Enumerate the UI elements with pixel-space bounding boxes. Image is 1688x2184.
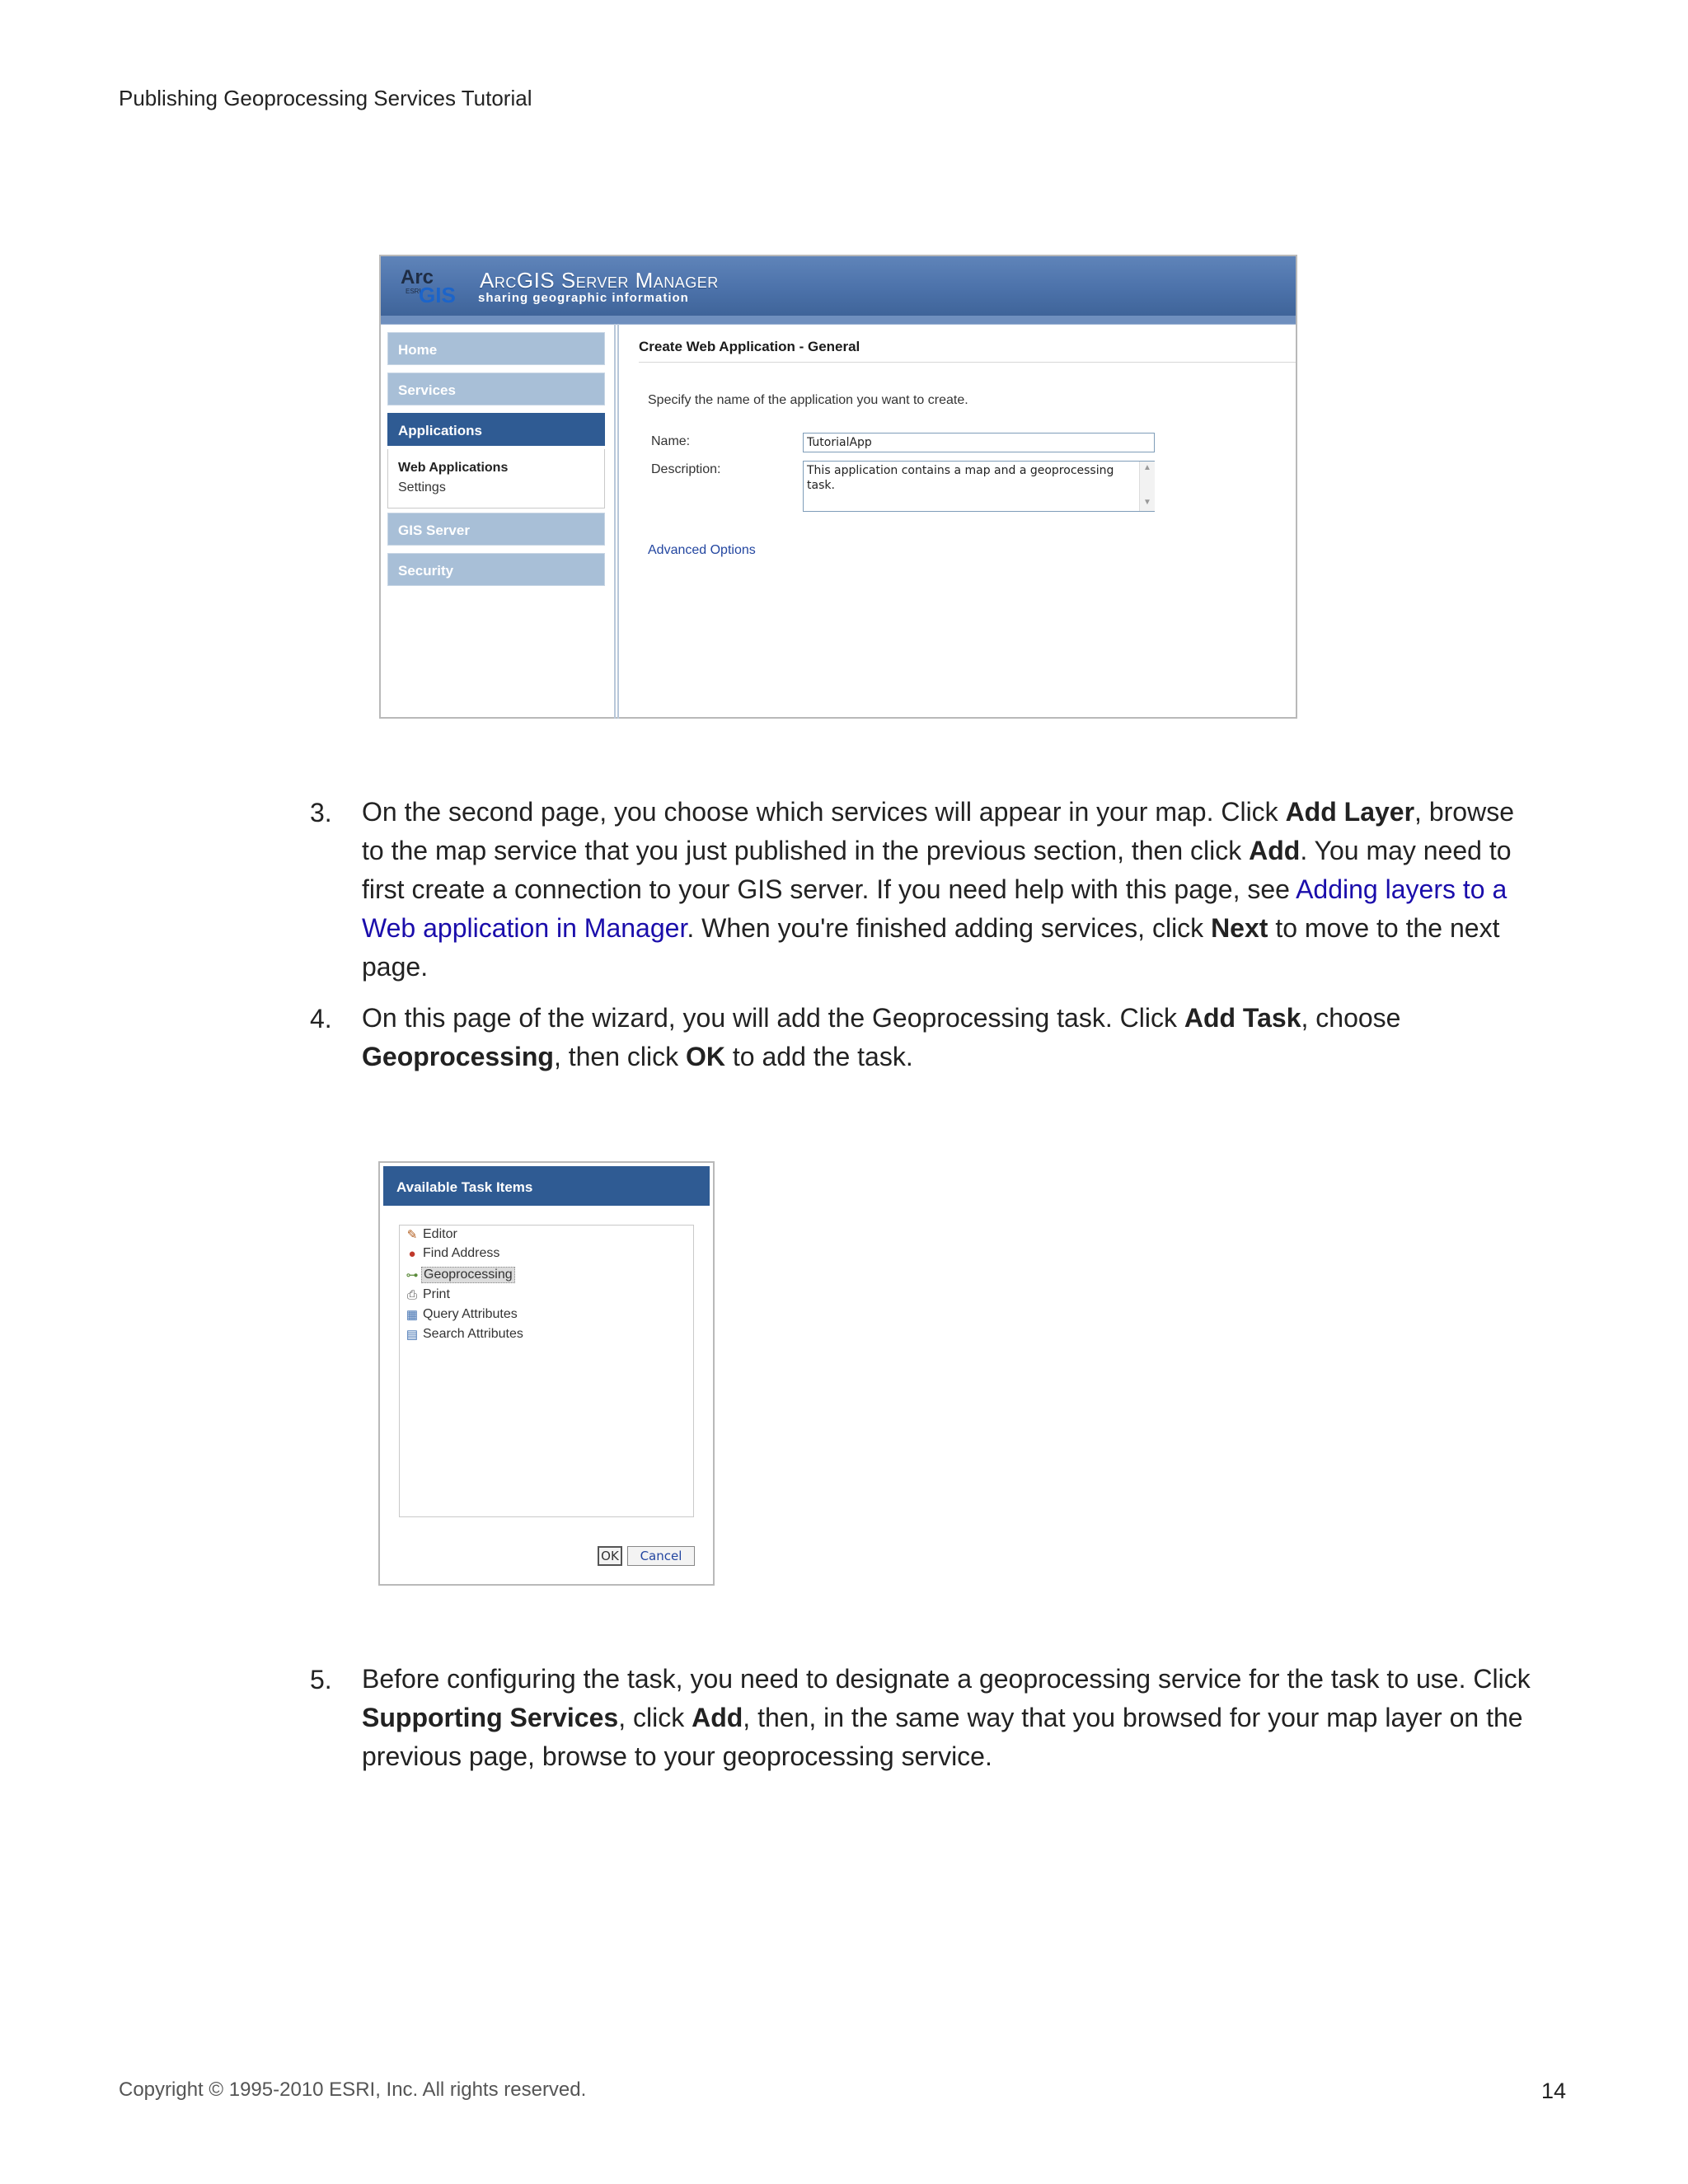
available-task-items-dialog	[378, 1161, 715, 1586]
step-4-text	[362, 999, 1532, 1076]
task-item-label: Geoprocessing	[421, 1267, 515, 1283]
submenu-settings[interactable]: Settings	[398, 480, 446, 494]
step-5-number: 5.	[310, 1665, 332, 1694]
step-3-b2: Add	[1249, 836, 1301, 865]
description-scrollbar[interactable]	[1139, 462, 1155, 511]
step-3-number: 3.	[310, 798, 332, 827]
name-label: Name:	[651, 434, 691, 448]
task-item-label: Query Attributes	[423, 1307, 518, 1321]
panel-instructions: Specify the name of the application you want to create.	[648, 393, 968, 407]
page-number: 14	[1541, 2079, 1567, 2103]
task-items-list	[399, 1225, 694, 1517]
submenu-web-applications[interactable]: Web Applications	[398, 461, 509, 475]
task-item-editor[interactable]	[403, 1226, 459, 1244]
step-4-t1: On this page of the wizard, you will add the Geoprocessing task. Click	[362, 1003, 1184, 1033]
ok-button[interactable]: OK	[598, 1546, 622, 1566]
pencil-icon: ✎	[406, 1228, 418, 1242]
scroll-down-arrow-icon[interactable]: ▼	[1143, 498, 1151, 507]
description-textarea[interactable]	[803, 461, 1155, 512]
printer-icon: ⎙	[406, 1287, 417, 1302]
task-item-label: Editor	[423, 1227, 457, 1241]
nav-security[interactable]: Security	[387, 553, 605, 586]
banner-strip	[381, 316, 1296, 325]
step-3-t3: . You may need to first create a connection to your GIS server. If you need help with this page, see	[362, 836, 1512, 904]
adding-layers-link[interactable]: Adding layers to a Web application in Manager	[362, 874, 1507, 943]
step-4-t3: , then click	[553, 1042, 687, 1071]
step-5-b2: Add	[692, 1703, 743, 1732]
task-item-label: Search Attributes	[423, 1327, 523, 1341]
footer-copyright: Copyright © 1995-2010 ESRI, Inc. All rights reserved.	[119, 2079, 587, 2101]
arcgis-logo-esri: ESRI	[406, 288, 421, 295]
advanced-options-link[interactable]: Advanced Options	[648, 543, 756, 557]
nav-applications[interactable]: Applications	[387, 413, 605, 446]
step-3-t4: . When you're finished adding services, click	[687, 913, 1212, 943]
step-5-t1: Before configuring the task, you need to designate a geoprocessing service for the task to use. Click	[362, 1664, 1531, 1694]
step-3-t5: to move to the next page.	[362, 913, 1500, 982]
step-4-t4: to add the task.	[725, 1042, 913, 1071]
app-tagline: sharing geographic information	[478, 291, 689, 305]
manager-banner	[381, 256, 1296, 316]
search-attributes-icon: ▤	[406, 1328, 419, 1342]
nav-services[interactable]: Services	[387, 373, 605, 405]
task-item-find-address[interactable]	[403, 1244, 501, 1263]
step-3-b3: Next	[1211, 913, 1268, 943]
nav-home[interactable]: Home	[387, 332, 605, 365]
panel-heading: Create Web Application - General	[639, 339, 860, 354]
step-5-t3: , then, in the same way that you browsed for your map layer on the previous page, browse to your geoprocessing service.	[362, 1703, 1523, 1771]
step-4-b1: Add Task	[1184, 1003, 1301, 1033]
step-3-b1: Add Layer	[1285, 797, 1415, 827]
arcgis-logo-gis: GIS	[419, 283, 456, 307]
task-item-query-attributes[interactable]	[403, 1305, 519, 1324]
arcgis-logo-arc: Arc	[401, 266, 434, 288]
heading-rule	[639, 362, 1296, 363]
step-5-b1: Supporting Services	[362, 1703, 619, 1732]
step-4-number: 4.	[310, 1004, 332, 1033]
scroll-up-arrow-icon[interactable]: ▲	[1143, 463, 1151, 472]
document-header: Publishing Geoprocessing Services Tutorial	[119, 86, 532, 110]
app-title: ArcGIS Server Manager	[480, 268, 719, 293]
step-5-text	[362, 1660, 1532, 1776]
nav-gis-server[interactable]: GIS Server	[387, 513, 605, 546]
task-item-search-attributes[interactable]	[403, 1325, 525, 1343]
applications-submenu	[387, 449, 605, 509]
server-manager-screenshot	[379, 255, 1297, 719]
task-item-label: Print	[423, 1287, 450, 1301]
task-item-print[interactable]	[403, 1286, 452, 1304]
step-4-b2: Geoprocessing	[362, 1042, 554, 1071]
step-3-t2: , browse to the map service that you just published in the previous section, then click	[362, 797, 1514, 865]
panel-divider	[614, 324, 619, 719]
task-item-geoprocessing[interactable]	[403, 1266, 515, 1284]
description-label: Description:	[651, 462, 721, 476]
step-4-t2: , choose	[1301, 1003, 1401, 1033]
map-marker-icon: ●	[408, 1246, 416, 1261]
step-5-t2: , click	[618, 1703, 692, 1732]
query-icon: ▦	[406, 1308, 419, 1322]
cancel-button[interactable]: Cancel	[627, 1546, 695, 1566]
step-3-text	[362, 793, 1532, 987]
step-3-t1: On the second page, you choose which services will appear in your map. Click	[362, 797, 1286, 827]
geoprocessing-icon: ⊶	[406, 1268, 419, 1282]
name-input[interactable]	[803, 433, 1155, 452]
dialog-title: Available Task Items	[383, 1166, 710, 1206]
task-item-label: Find Address	[423, 1246, 500, 1260]
step-4-b3: OK	[686, 1042, 726, 1071]
